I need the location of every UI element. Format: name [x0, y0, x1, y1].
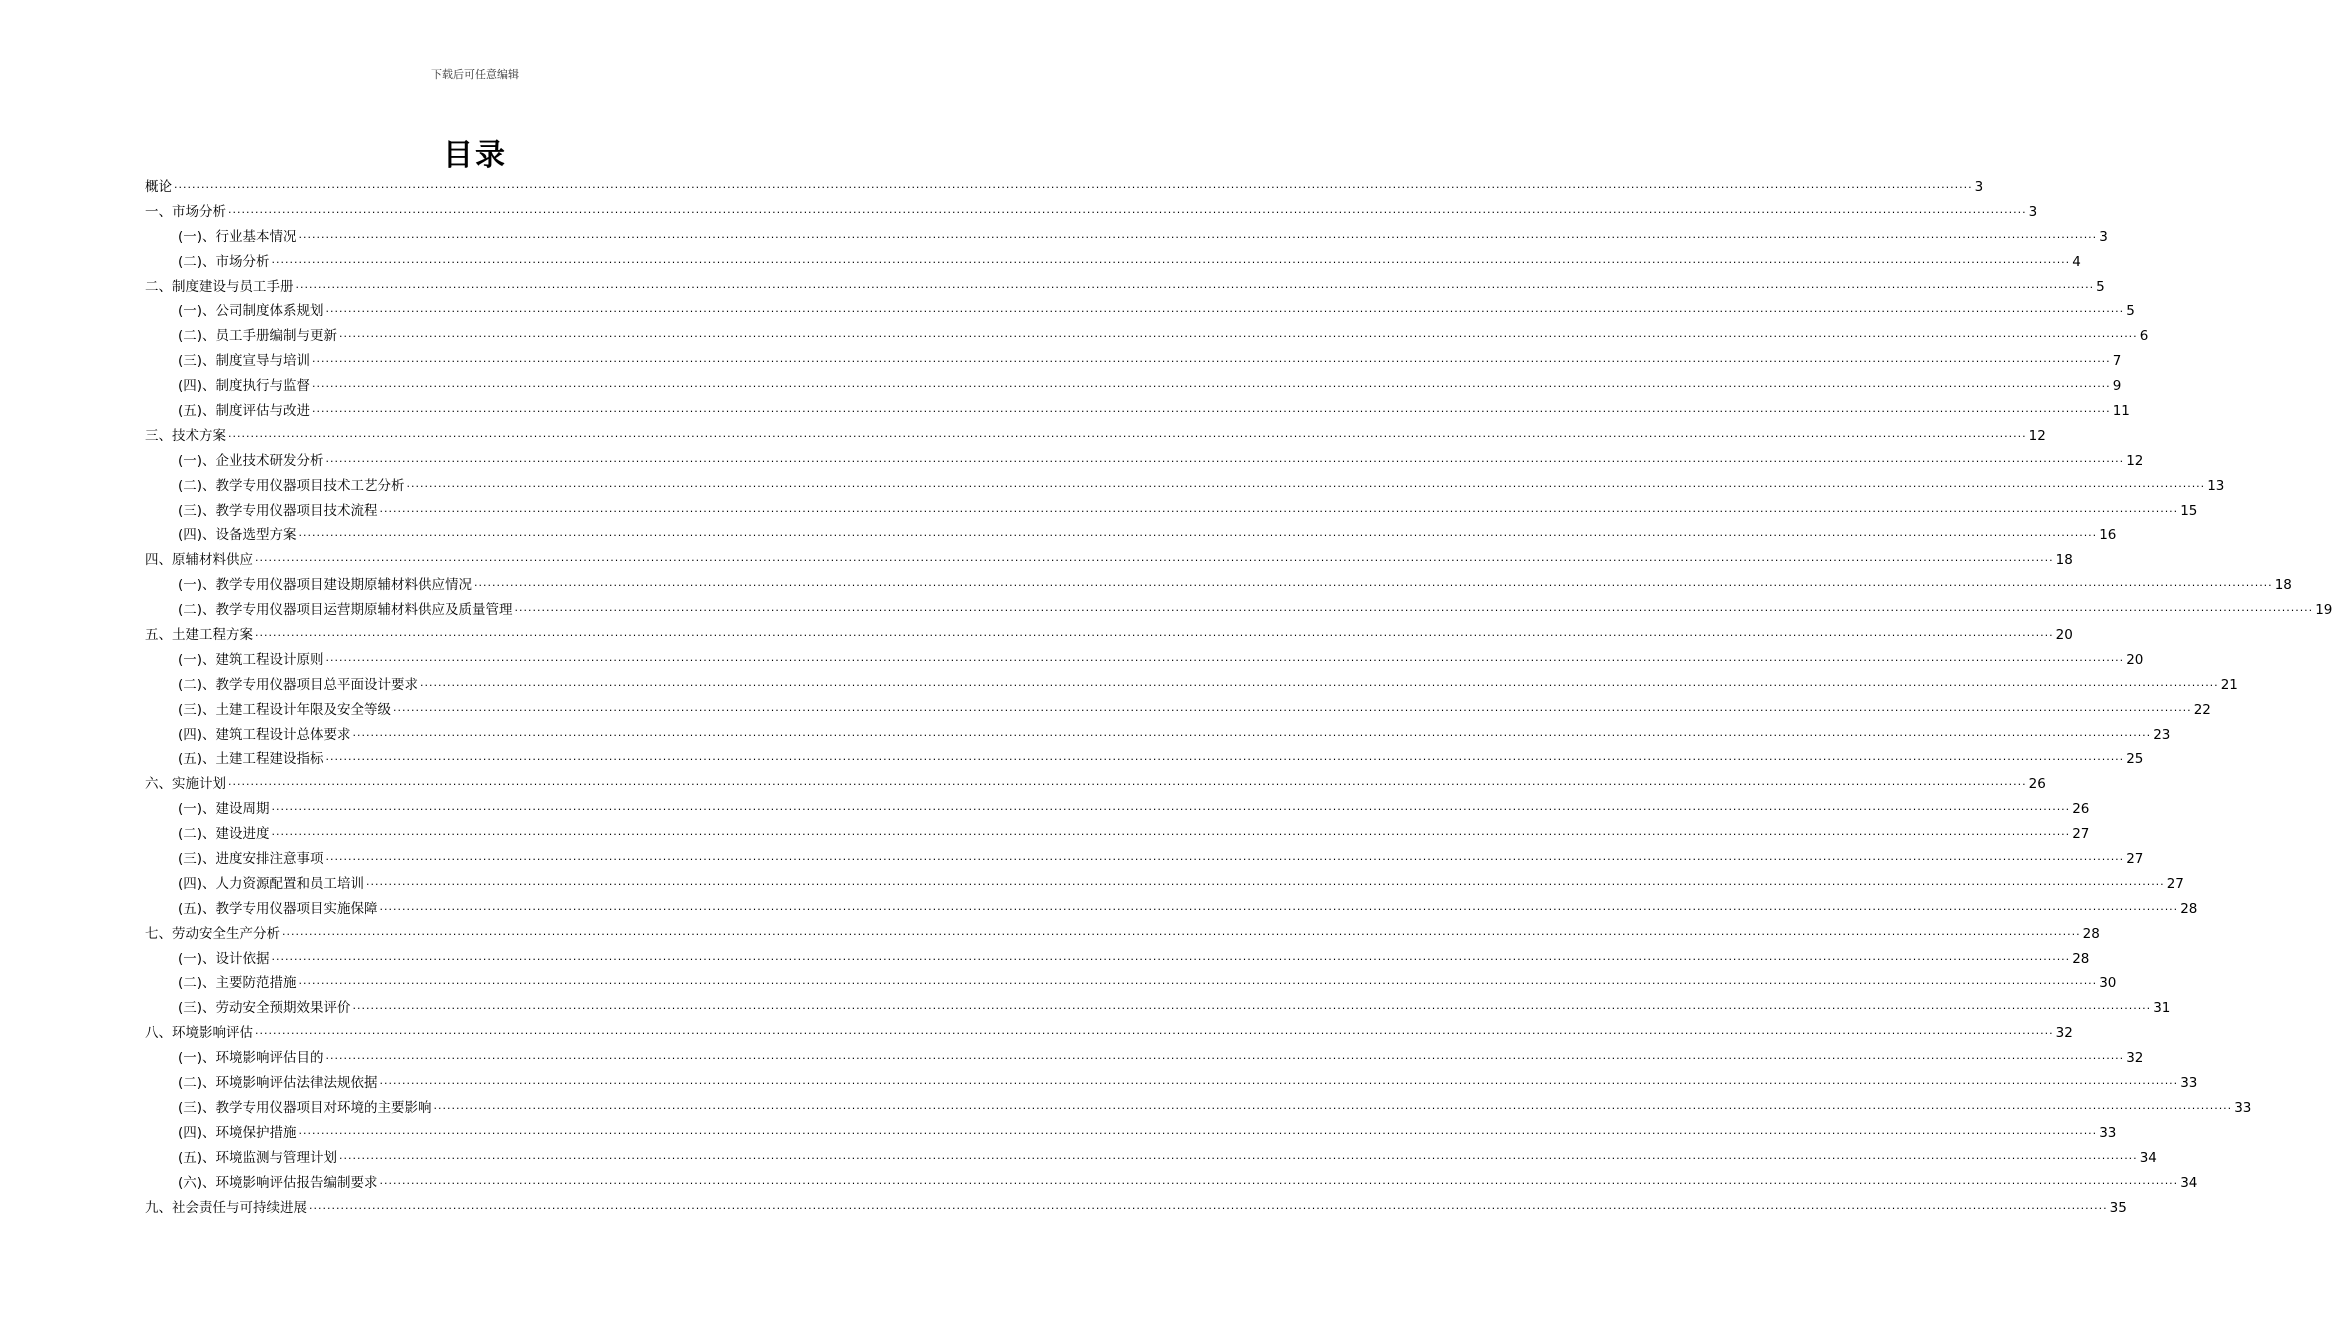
toc-entry-page: 28 — [2082, 925, 2100, 942]
toc-entry-page: 5 — [2126, 303, 2135, 320]
toc-entry[interactable] — [145, 723, 2171, 748]
toc-entry[interactable] — [145, 772, 2046, 797]
toc-entry-page: 25 — [2126, 751, 2144, 768]
toc-leader-dots: ................................................................................................................................................................................................................................................................................................................................................................................................................ — [228, 202, 2027, 216]
toc-entry-page: 5 — [2096, 278, 2105, 295]
toc-entry-page: 9 — [2112, 378, 2122, 395]
toc-entry-page: 33 — [2234, 1099, 2252, 1116]
toc-entry-label: (一)、企业技术研发分析 — [178, 452, 324, 469]
toc-entry[interactable] — [145, 449, 2144, 474]
toc-entry-label: (三)、教学专用仪器项目对环境的主要影响 — [178, 1099, 432, 1116]
toc-entry-page: 35 — [2109, 1199, 2127, 1216]
toc-leader-dots: ................................................................................................................................................................................................................................................................................................................................................................................................................ — [309, 1198, 2108, 1212]
toc-entry[interactable] — [145, 1046, 2144, 1071]
toc-entry[interactable] — [145, 399, 2130, 424]
toc-leader-dots: ................................................................................................................................................................................................................................................................................................................................................................................................................ — [255, 626, 2054, 640]
toc-leader-dots: ................................................................................................................................................................................................................................................................................................................................................................................................................ — [325, 302, 2125, 316]
toc-entry-page: 27 — [2126, 851, 2144, 868]
toc-entry-page: 7 — [2112, 353, 2122, 370]
toc-entry-label: 三、技术方案 — [145, 427, 226, 444]
toc-leader-dots: ................................................................................................................................................................................................................................................................................................................................................................................................................ — [228, 775, 2027, 789]
toc-entry-page: 12 — [2028, 427, 2046, 444]
toc-entry-page: 32 — [2055, 1025, 2073, 1042]
toc-leader-dots: ................................................................................................................................................................................................................................................................................................................................................................................................................ — [271, 252, 2071, 266]
toc-entry-page: 33 — [2180, 1075, 2198, 1092]
toc-entry-page: 18 — [2055, 552, 2073, 569]
toc-title: 目录 — [443, 138, 507, 173]
toc-entry-label: (二)、教学专用仪器项目总平面设计要求 — [178, 676, 419, 693]
toc-entry[interactable] — [145, 648, 2144, 673]
toc-leader-dots: ................................................................................................................................................................................................................................................................................................................................................................................................................ — [420, 675, 2219, 689]
toc-leader-dots: ................................................................................................................................................................................................................................................................................................................................................................................................................ — [339, 327, 2138, 341]
toc-leader-dots: ................................................................................................................................................................................................................................................................................................................................................................................................................ — [312, 377, 2111, 391]
toc-leader-dots: ................................................................................................................................................................................................................................................................................................................................................................................................................ — [433, 1098, 2233, 1112]
toc-entry-label: 五、土建工程方案 — [145, 627, 253, 644]
toc-entry-label: (四)、制度执行与监督 — [178, 378, 311, 395]
toc-entry[interactable] — [145, 250, 2081, 275]
toc-entry-page: 32 — [2126, 1050, 2144, 1067]
toc-entry[interactable] — [145, 499, 2198, 524]
toc-entry-label: (二)、环境影响评估法律法规依据 — [178, 1075, 378, 1092]
toc-entry-label: (五)、环境监测与管理计划 — [178, 1149, 338, 1166]
toc-entry-page: 28 — [2072, 950, 2090, 967]
toc-entry-label: (四)、建筑工程设计总体要求 — [178, 726, 351, 743]
toc-entry[interactable] — [145, 324, 2149, 349]
toc-leader-dots: ................................................................................................................................................................................................................................................................................................................................................................................................................ — [325, 451, 2125, 465]
toc-entry-page: 23 — [2153, 726, 2171, 743]
toc-leader-dots: ................................................................................................................................................................................................................................................................................................................................................................................................................ — [228, 426, 2027, 440]
toc-entry[interactable] — [145, 1121, 2117, 1146]
toc-entry-page: 27 — [2072, 826, 2090, 843]
toc-leader-dots: ................................................................................................................................................................................................................................................................................................................................................................................................................ — [339, 1148, 2138, 1162]
toc-entry[interactable] — [145, 922, 2100, 947]
toc-entry-page: 6 — [2139, 328, 2149, 345]
toc-leader-dots: ................................................................................................................................................................................................................................................................................................................................................................................................................ — [379, 1074, 2179, 1088]
header-note: 下载后可任意编辑 — [431, 68, 519, 81]
toc-entry-page: 15 — [2180, 502, 2198, 519]
toc-entry[interactable] — [145, 897, 2198, 922]
toc-entry[interactable] — [145, 996, 2171, 1021]
toc-leader-dots: ................................................................................................................................................................................................................................................................................................................................................................................................................ — [379, 1173, 2179, 1187]
toc-entry[interactable] — [145, 374, 2122, 399]
toc-entry-page: 34 — [2139, 1149, 2157, 1166]
toc-leader-dots: ................................................................................................................................................................................................................................................................................................................................................................................................................ — [174, 177, 1973, 191]
toc-entry[interactable] — [145, 673, 2238, 698]
toc-entry-label: (一)、设计依据 — [178, 950, 270, 967]
toc-entry-label: (三)、土建工程设计年限及安全等级 — [178, 701, 392, 718]
toc-entry-label: (二)、教学专用仪器项目技术工艺分析 — [178, 477, 405, 494]
toc-entry-page: 26 — [2072, 801, 2090, 818]
toc-entry-label: (三)、进度安排注意事项 — [178, 851, 324, 868]
toc-entry-page: 12 — [2126, 452, 2144, 469]
toc-entry-page: 16 — [2099, 527, 2117, 544]
toc-leader-dots: ................................................................................................................................................................................................................................................................................................................................................................................................................ — [271, 949, 2071, 963]
toc-leader-dots: ................................................................................................................................................................................................................................................................................................................................................................................................................ — [406, 476, 2206, 490]
toc-entry-label: 九、社会责任与可持续进展 — [145, 1199, 307, 1216]
toc-entry[interactable] — [145, 872, 2184, 897]
toc-entry-page: 28 — [2180, 900, 2198, 917]
toc-leader-dots: ................................................................................................................................................................................................................................................................................................................................................................................................................ — [298, 227, 2098, 241]
toc-leader-dots: ................................................................................................................................................................................................................................................................................................................................................................................................................ — [325, 850, 2125, 864]
toc-entry-page: 3 — [1974, 178, 1984, 195]
toc-entry[interactable] — [145, 275, 2105, 300]
toc-entry[interactable] — [145, 1096, 2252, 1121]
toc-entry[interactable] — [145, 1021, 2073, 1046]
toc-entry-label: (五)、制度评估与改进 — [178, 403, 311, 419]
toc-entry-page: 3 — [2099, 228, 2108, 245]
toc-entry-page: 22 — [2193, 701, 2211, 718]
toc-entry[interactable] — [145, 474, 2225, 499]
toc-entry[interactable] — [145, 200, 2038, 225]
toc-entry-label: (一)、行业基本情况 — [178, 228, 297, 245]
toc-leader-dots: ................................................................................................................................................................................................................................................................................................................................................................................................................ — [325, 1049, 2125, 1063]
toc-entry-label: (四)、人力资源配置和员工培训 — [178, 875, 365, 892]
toc-entry-page: 19 — [2315, 602, 2332, 619]
toc-entry[interactable] — [145, 623, 2073, 648]
toc-entry-label: (二)、员工手册编制与更新 — [178, 328, 338, 345]
toc-entry-label: (一)、建设周期 — [178, 801, 270, 818]
toc-leader-dots: ................................................................................................................................................................................................................................................................................................................................................................................................................ — [255, 551, 2054, 565]
toc-entry[interactable] — [145, 747, 2144, 772]
toc-entry-label: (二)、主要防范措施 — [178, 975, 297, 992]
toc-entry[interactable] — [145, 847, 2144, 872]
toc-entry-page: 4 — [2072, 253, 2081, 270]
toc-leader-dots: ................................................................................................................................................................................................................................................................................................................................................................................................................ — [282, 924, 2081, 938]
toc-entry-page: 18 — [2274, 577, 2292, 594]
toc-entry-page: 11 — [2112, 403, 2130, 419]
toc-entry-label: (四)、设备选型方案 — [178, 527, 297, 544]
toc-entry-page: 21 — [2220, 676, 2238, 693]
toc-entry-label: (一)、环境影响评估目的 — [178, 1050, 324, 1067]
toc-entry-label: (二)、教学专用仪器项目运营期原辅材料供应及质量管理 — [178, 602, 513, 619]
toc-entry-label: (四)、环境保护措施 — [178, 1124, 297, 1141]
toc-leader-dots: ................................................................................................................................................................................................................................................................................................................................................................................................................ — [255, 1024, 2054, 1038]
toc-entry[interactable] — [145, 1146, 2157, 1171]
toc-entry-page: 26 — [2028, 776, 2046, 793]
toc-entry[interactable] — [145, 299, 2135, 324]
toc-entry[interactable] — [145, 698, 2211, 723]
toc-entry-page: 3 — [2028, 203, 2038, 220]
toc-entry[interactable] — [145, 822, 2090, 847]
toc-entry-label: 六、实施计划 — [145, 776, 226, 793]
toc-entry-page: 31 — [2153, 1000, 2171, 1017]
toc-leader-dots: ................................................................................................................................................................................................................................................................................................................................................................................................................ — [271, 825, 2071, 839]
toc-entry-page: 30 — [2099, 975, 2117, 992]
toc-leader-dots: ................................................................................................................................................................................................................................................................................................................................................................................................................ — [393, 700, 2192, 714]
toc-leader-dots: ................................................................................................................................................................................................................................................................................................................................................................................................................ — [474, 576, 2273, 590]
toc-leader-dots: ................................................................................................................................................................................................................................................................................................................................................................................................................ — [298, 1123, 2098, 1137]
toc-leader-dots: ................................................................................................................................................................................................................................................................................................................................................................................................................ — [325, 650, 2125, 664]
toc-entry[interactable] — [145, 349, 2122, 374]
toc-entry[interactable] — [145, 947, 2090, 972]
toc-entry[interactable] — [145, 1196, 2127, 1221]
toc-entry-label: (六)、环境影响评估报告编制要求 — [178, 1174, 378, 1191]
toc-entry-label: (三)、劳动安全预期效果评价 — [178, 1000, 351, 1017]
toc-leader-dots: ................................................................................................................................................................................................................................................................................................................................................................................................................ — [298, 974, 2098, 988]
toc-leader-dots: ................................................................................................................................................................................................................................................................................................................................................................................................................ — [379, 501, 2179, 515]
toc-entry-label: (一)、公司制度体系规划 — [178, 303, 324, 320]
toc-entry[interactable] — [145, 548, 2073, 573]
toc-entry-label: 七、劳动安全生产分析 — [145, 925, 280, 942]
toc-entry-label: 八、环境影响评估 — [145, 1025, 253, 1042]
toc-leader-dots: ................................................................................................................................................................................................................................................................................................................................................................................................................ — [514, 601, 2314, 615]
table-of-contents — [145, 175, 2332, 1220]
toc-entry-label: 一、市场分析 — [145, 203, 226, 220]
toc-leader-dots: ................................................................................................................................................................................................................................................................................................................................................................................................................ — [366, 874, 2165, 888]
toc-entry[interactable] — [145, 573, 2292, 598]
toc-leader-dots: ................................................................................................................................................................................................................................................................................................................................................................................................................ — [352, 725, 2152, 739]
toc-entry-label: (一)、教学专用仪器项目建设期原辅材料供应情况 — [178, 577, 473, 594]
toc-entry-label: 四、原辅材料供应 — [145, 552, 253, 569]
toc-entry-label: (二)、市场分析 — [178, 253, 270, 270]
toc-entry-page: 20 — [2055, 627, 2073, 644]
toc-entry[interactable] — [145, 972, 2117, 997]
toc-entry[interactable] — [145, 1171, 2198, 1196]
toc-entry-page: 33 — [2099, 1124, 2117, 1141]
toc-leader-dots: ................................................................................................................................................................................................................................................................................................................................................................................................................ — [352, 999, 2152, 1013]
toc-entry-page: 27 — [2166, 875, 2184, 892]
toc-entry[interactable] — [145, 523, 2117, 548]
toc-entry-label: (三)、教学专用仪器项目技术流程 — [178, 502, 378, 519]
toc-leader-dots: ................................................................................................................................................................................................................................................................................................................................................................................................................ — [325, 750, 2125, 764]
toc-entry-page: 13 — [2207, 477, 2225, 494]
toc-entry-label: (二)、建设进度 — [178, 826, 270, 843]
toc-entry-page: 34 — [2180, 1174, 2198, 1191]
toc-leader-dots: ................................................................................................................................................................................................................................................................................................................................................................................................................ — [312, 352, 2111, 366]
toc-entry-page: 20 — [2126, 651, 2144, 668]
toc-entry-label: (一)、建筑工程设计原则 — [178, 651, 324, 668]
toc-leader-dots: ................................................................................................................................................................................................................................................................................................................................................................................................................ — [271, 800, 2071, 814]
toc-entry-label: (五)、土建工程建设指标 — [178, 751, 324, 768]
toc-leader-dots: ................................................................................................................................................................................................................................................................................................................................................................................................................ — [379, 899, 2179, 913]
toc-entry[interactable] — [145, 1071, 2198, 1096]
toc-leader-dots: ................................................................................................................................................................................................................................................................................................................................................................................................................ — [312, 402, 2111, 415]
toc-leader-dots: ................................................................................................................................................................................................................................................................................................................................................................................................................ — [298, 526, 2098, 540]
toc-entry-label: 概论 — [145, 178, 172, 195]
toc-entry-label: (三)、制度宣导与培训 — [178, 353, 311, 370]
toc-leader-dots: ................................................................................................................................................................................................................................................................................................................................................................................................................ — [295, 277, 2095, 291]
toc-entry[interactable] — [145, 175, 1984, 200]
toc-entry[interactable] — [145, 225, 2108, 250]
toc-entry[interactable] — [145, 424, 2046, 449]
toc-entry[interactable] — [145, 598, 2332, 623]
toc-entry-label: (五)、教学专用仪器项目实施保障 — [178, 900, 378, 917]
toc-entry-label: 二、制度建设与员工手册 — [145, 278, 294, 295]
toc-entry[interactable] — [145, 797, 2090, 822]
